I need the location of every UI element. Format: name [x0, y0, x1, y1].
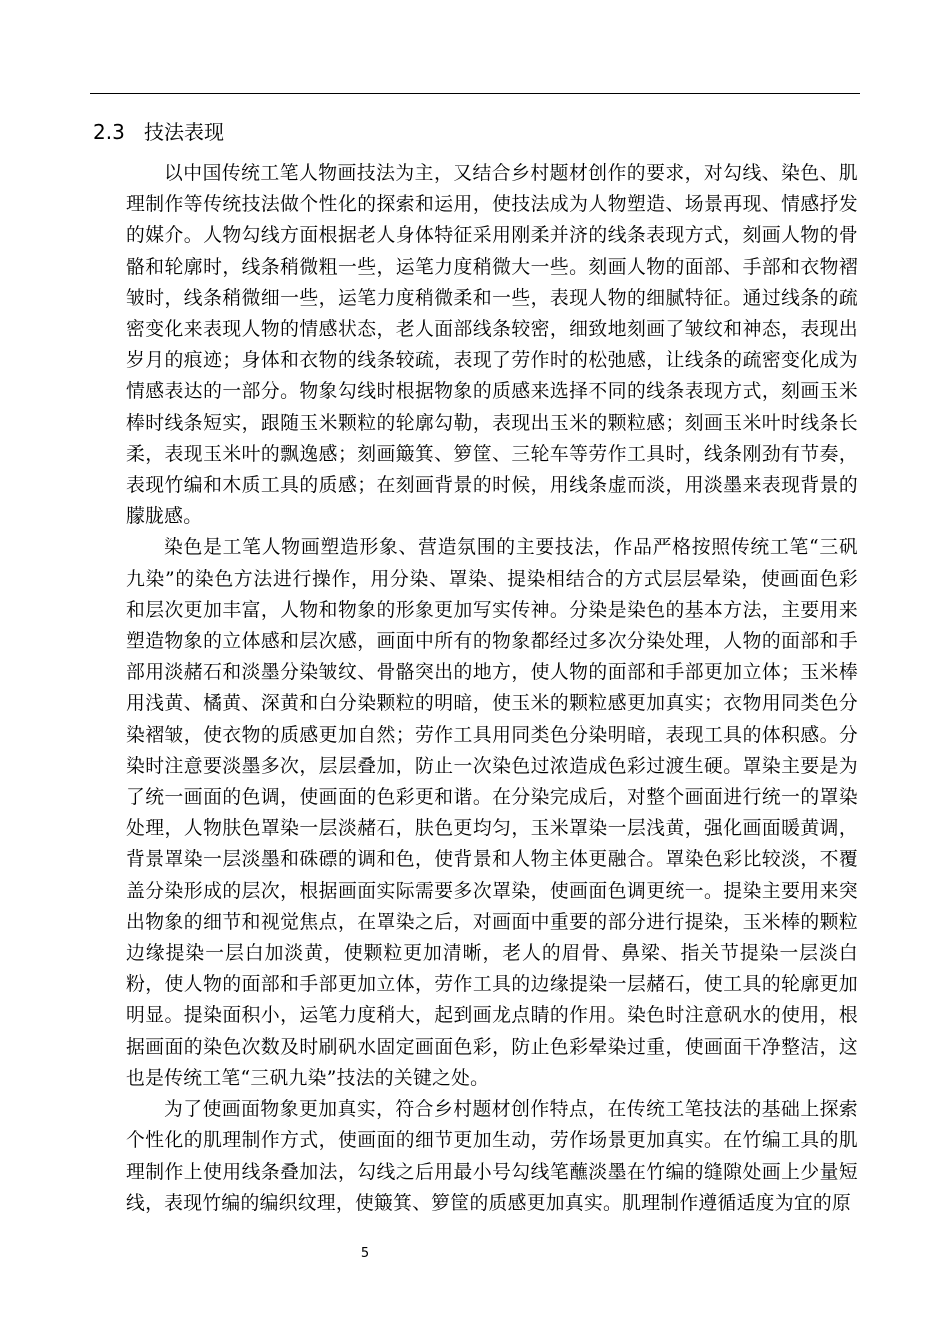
paragraph-coloring-technique: 染色是工笔人物画塑造形象、营造氛围的主要技法，作品严格按照传统工笔“三矾九染”的染色方法进行操作，用分染、罩染、提染相结合的方式层层晕染，使画面色彩和层次更加丰富，人物和物象的形象更加写实传神。分染是染色的基本方法，主要用来塑造物象的立体感和层次感，画面中所有的物象都经过多次分染处理，人物的面部和手部用淡赭石和淡墨分染皱纹、骨骼突出的地方，使人物的面部和手部更加立体；玉米棒用浅黄、橘黄、深黄和白分染颗粒的明暗，使玉米的颗粒感更加真实；衣物用同类色分染褶皱，使衣物的质感更加自然；劳作工具用同类色分染明暗，表现工具的体积感。分染时注意要淡墨多次，层层叠加，防止一次染色过浓造成色彩过渡生硬。罩染主要是为了统一画面的色调，使画面的色彩更和谐。在分染完成后，对整个画面进行统一的罩染处理，人物肤色罩染一层淡赭石，肤色更均匀，玉米罩染一层浅黄，强化画面暖黄调，背景罩染一层淡墨和硃磦的调和色，使背景和人物主体更融合。罩染色彩比较淡，不覆盖分染形成的层次，根据画面实际需要多次罩染，使画面色调更统一。提染主要用来突出物象的细节和视觉焦点，在罩染之后，对画面中重要的部分进行提染，玉米棒的颗粒边缘提染一层白加淡黄，使颗粒更加清晰，老人的眉骨、鼻梁、指关节提染一层淡白粉，使人物的面部和手部更加立体，劳作工具的边缘提染一层赭石，使工具的轮廓更加明显。提染面积小，运笔力度稍大，起到画龙点睛的作用。染色时注意矾水的使用，根据画面的染色次数及时刷矾水固定画面色彩，防止色彩晕染过重，使画面干净整洁，这也是传统工笔“三矾九染”技法的关键之处。 — [126, 537, 858, 1089]
paragraph-line-technique: 以中国传统工笔人物画技法为主，又结合乡村题材创作的要求，对勾线、染色、肌理制作等传统技法做个性化的探索和运用，使技法成为人物塑造、场景再现、情感抒发的媒介。人物勾线方面根据老人身体特征采用刚柔并济的线条表现方式，刻画人物的骨骼和轮廓时，线条稍微粗一些，运笔力度稍微大一些。刻画人物的面部、手部和衣物褶皱时，线条稍微细一些，运笔力度稍微柔和一些，表现人物的细腻特征。通过线条的疏密变化来表现人物的情感状态，老人面部线条较密，细致地刻画了皱纹和神态，表现出岁月的痕迹；身体和衣物的线条较疏，表现了劳作时的松弛感，让线条的疏密变化成为情感表达的一部分。物象勾线时根据物象的质感来选择不同的线条表现方式，刻画玉米棒时线条短实，跟随玉米颗粒的轮廓勾勒，表现出玉米的颗粒感；刻画玉米叶时线条长柔，表现玉米叶的飘逸感；刻画簸箕、箩筐、三轮车等劳作工具时，线条刚劲有节奏，表现竹编和木质工具的质感；在刻画背景的时候，用线条虚而淡，用淡墨来表现背景的朦胧感。 — [126, 163, 858, 528]
section-title: 技法表现 — [144, 120, 224, 144]
page-number: 5 — [360, 1246, 370, 1261]
body-text — [126, 158, 858, 1219]
section-number: 2.3 — [93, 120, 125, 144]
section-heading — [93, 117, 224, 147]
paragraph-texture-technique: 为了使画面物象更加真实，符合乡村题材创作特点，在传统工笔技法的基础上探索个性化的肌理制作方式，使画面的细节更加生动，劳作场景更加真实。在竹编工具的肌理制作上使用线条叠加法，勾线之后用最小号勾线笔蘸淡墨在竹编的缝隙处画上少量短线，表现竹编的编织纹理，使簸箕、箩筐的质感更加真实。肌理制作遵循适度为宜的原 — [126, 1099, 858, 1214]
header-rule — [90, 93, 860, 94]
